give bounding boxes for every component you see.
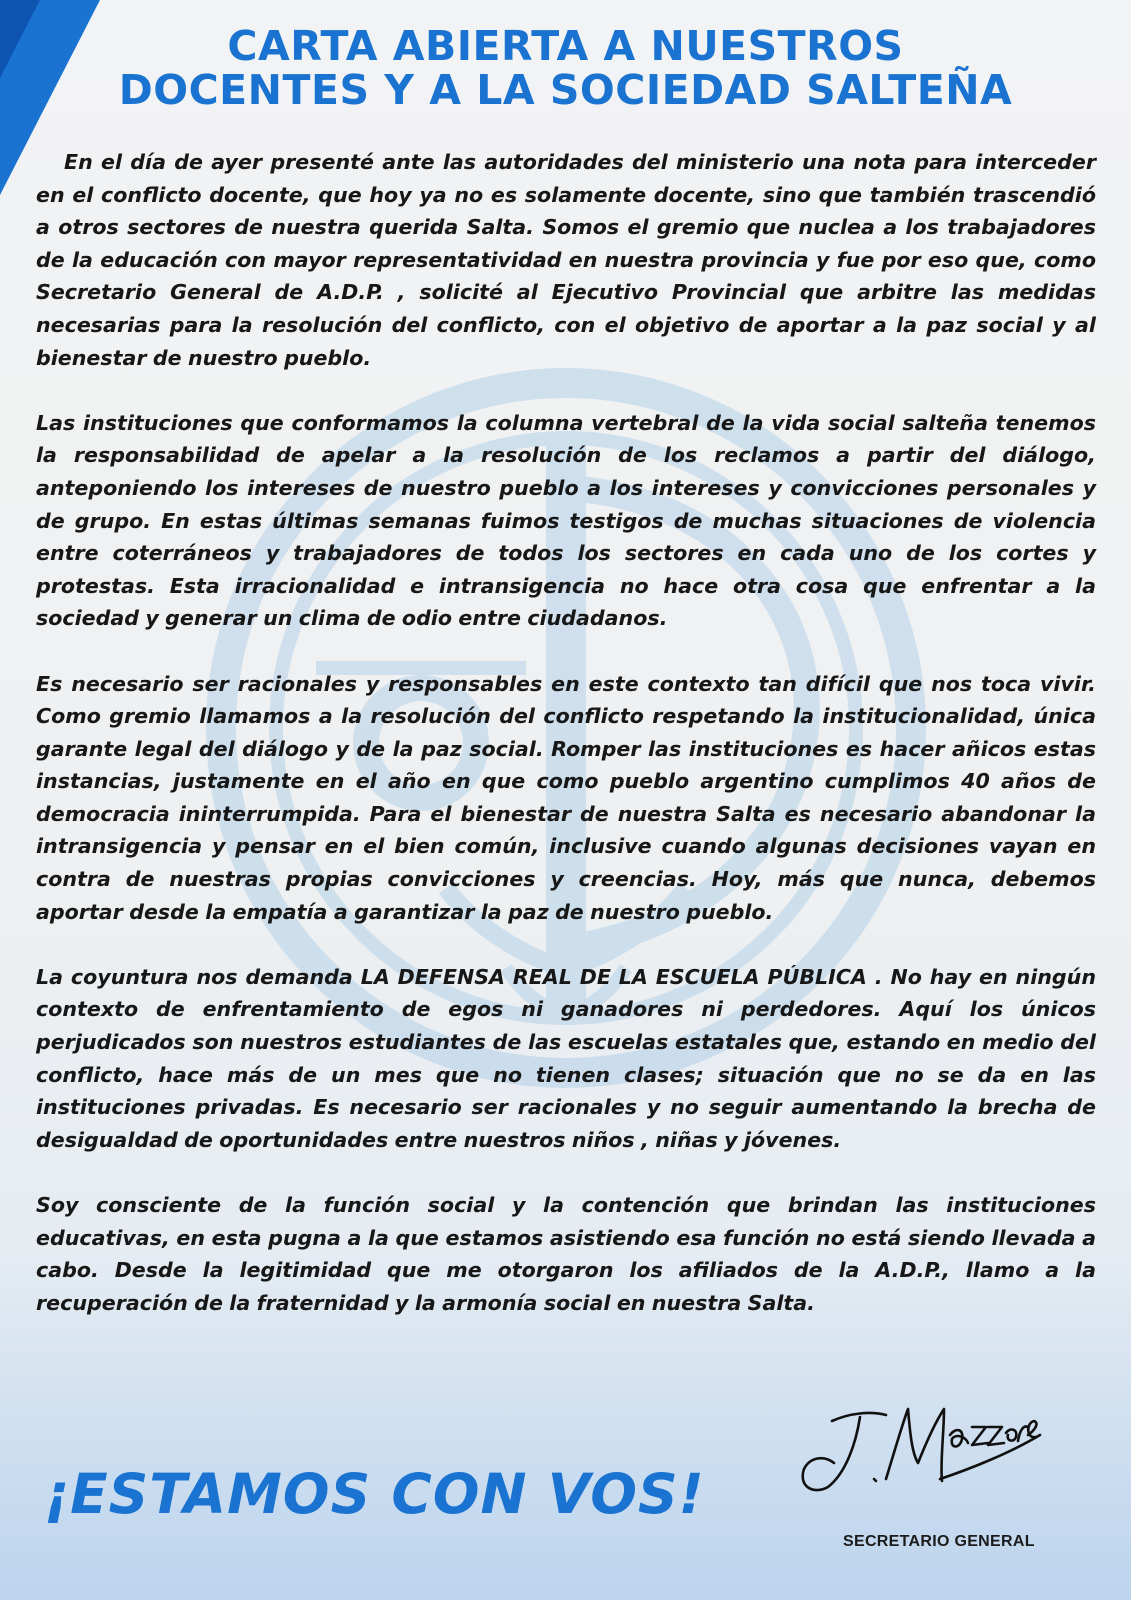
slogan: ¡ESTAMOS CON VOS! <box>44 1462 705 1526</box>
letter-paragraph-1: En el día de ayer presenté ante las autoridades del ministerio una nota para interceder en el conflicto docente, que hoy ya no es solamente docente, sino que también trascendió a otros sectores de nuestra querida Salta. Somos el gremio que nuclea a los trabajadores de la educación con mayor representatividad en nuestra provincia y fue por eso que, como Secretario General de A.D.P. , solicité al Ejecutivo Provincial que arbitre las medidas necesarias para la resolución del conflicto, con el objetivo de aportar a la paz social y al bienestar de nuestro pueblo. <box>36 150 1096 370</box>
letter-paragraph-2: Las instituciones que conformamos la columna vertebral de la vida social salteña tenemos la responsabilidad de apelar a la resolución de los reclamos a partir del diálogo, anteponiendo los intereses de nuestro pueblo a los intereses y convicciones personales y de grupo. En estas últimas semanas fuimos testigos de muchas situaciones de violencia entre coterráneos y trabajadores de todos los sectores en cada uno de los cortes y protestas. Esta irracionalidad e intransigencia no hace otra cosa que enfrentar a la sociedad y generar un clima de odio entre ciudadanos. <box>36 410 1096 631</box>
handwritten-signature <box>790 1383 1050 1503</box>
title-line-1: CARTA ABIERTA A NUESTROS <box>227 22 904 70</box>
letter-paragraph-5: Soy consciente de la función social y la contención que brindan las instituciones educativas, en esta pugna a la que estamos asistiendo esa función no está siendo llevada a cabo. Desde la legitimidad que me otorgaron los afiliados de la A.D.P., llamo a la recuperación de la fraternidad y la armonía social en nuestra Salta. <box>36 1193 1096 1315</box>
letter-paragraph-3: Es necesario ser racionales y responsables en este contexto tan difícil que nos toca vivir. Como gremio llamamos a la resolución del conflicto respetando la institucionalidad, única garante legal del diálogo y de la paz social. Romper las instituciones es hacer añicos estas instancias, justamente en el año en que como pueblo argentino cumplimos 40 años de democracia ininterrumpida. Para el bienestar de nuestra Salta es necesario abandonar la intransigencia y pensar en el bien común, inclusive cuando algunas decisiones vayan en contra de nuestras propias convicciones y creencias. Hoy, más que nunca, debemos aportar desde la empatía a garantizar la paz de nuestro pueblo. <box>36 671 1096 924</box>
title-line-2: DOCENTES Y A LA SOCIEDAD SALTEÑA <box>118 66 1013 114</box>
signatory-role: SECRETARIO GENERAL <box>843 1533 1035 1550</box>
page-title <box>0 24 1131 112</box>
letter-paragraph-4: La coyuntura nos demanda LA DEFENSA REAL DE LA ESCUELA PÚBLICA . No hay en ningún contexto de enfrentamiento de egos ni ganadores ni perdedores. Aquí los únicos perjudicados son nuestros estudiantes de las escuelas estatales que, estando en medio del conflicto, hace más de un mes que no tienen clases; situación que no se da en las instituciones privadas. Es necesario ser racionales y no seguir aumentando la brecha de desigualdad de oportunidades entre nuestros niños , niñas y jóvenes. <box>36 964 1096 1152</box>
letter-body <box>36 146 1096 1352</box>
